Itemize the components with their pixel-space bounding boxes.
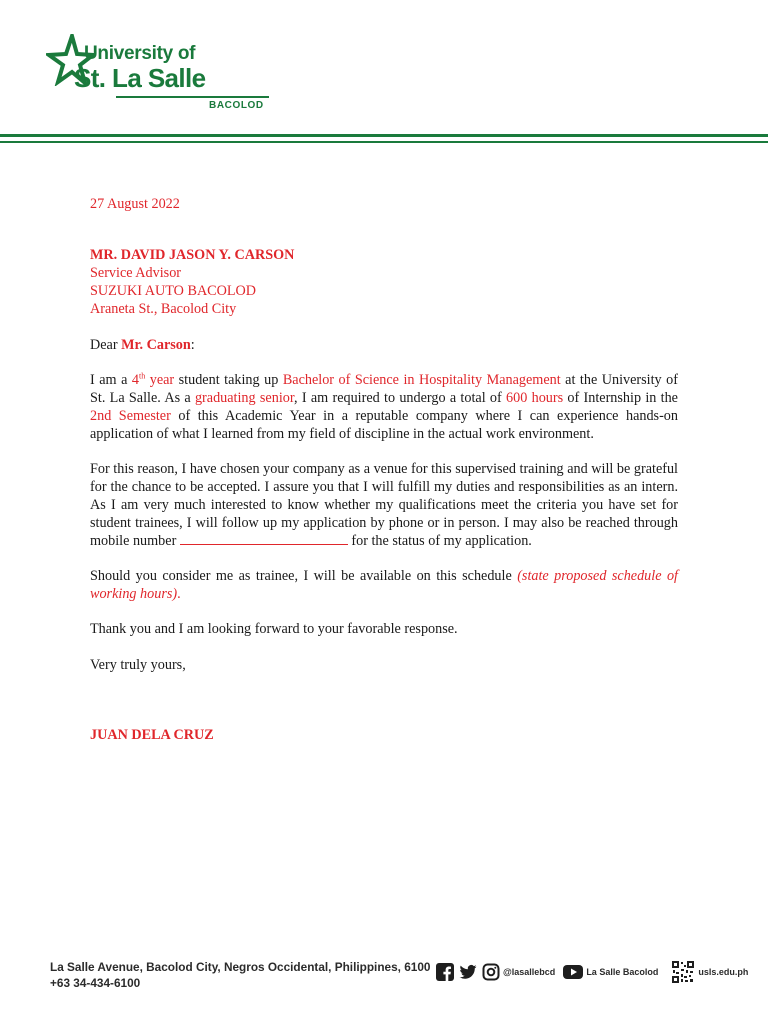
footer-social-links (436, 960, 748, 984)
p1-text: , I am required to undergo a total of (294, 390, 507, 406)
salutation-suffix: : (190, 337, 195, 353)
schedule-note: (state proposed schedule of working hours) (90, 568, 678, 602)
letter-body (90, 195, 678, 744)
recipient-company: SUZUKI AUTO BACOLOD (90, 283, 257, 299)
p3-period: . (177, 586, 181, 602)
year-level (132, 372, 174, 388)
header-divider-thick (0, 134, 768, 137)
year-word: year (145, 372, 175, 388)
university-logo (46, 34, 264, 114)
logo-underline (116, 96, 269, 98)
recipient-block (90, 246, 678, 318)
recipient-name: MR. DAVID JASON Y. CARSON (90, 247, 295, 263)
p1-text: of this Academic Year in a reputable company where I can experience hands-on application of what I learned from my field of discipline in the actual work environment. (90, 408, 678, 442)
recipient-title: Service Advisor (90, 265, 182, 281)
p2-text: for the status of my application. (347, 533, 532, 549)
p1-text: at the University of St. La Salle. As a (90, 372, 678, 406)
p2-text: For this reason, I have chosen your company as a venue for this supervised training and will be grateful for the chance to be accepted. I assure you that I will fulfill my duties and responsibilities as an intern. As I am very much interested to know whether my qualifications meet the criteria you have set for student trainees, I will follow up my application by phone or in person. I may also be reached through mobile number (90, 461, 678, 549)
salutation-name: Mr. Carson (121, 337, 191, 353)
closing: Very truly yours, (90, 657, 186, 673)
logo-line-2: St. La Salle (74, 63, 206, 93)
p1-text: of Internship in the (563, 390, 678, 406)
year-number: 4 (131, 372, 139, 388)
header-divider-thin (0, 141, 768, 143)
course-name: Bachelor of Science in Hospitality Management (282, 372, 561, 388)
instagram-icon[interactable] (482, 963, 500, 981)
footer-address-block (50, 959, 430, 991)
paragraph-2 (90, 460, 678, 550)
website-link[interactable]: usls.edu.ph (698, 967, 749, 977)
qr-code-icon[interactable] (672, 961, 694, 983)
salutation-prefix: Dear (90, 337, 122, 353)
youtube-channel[interactable]: La Salle Bacolod (586, 967, 659, 977)
footer-phone: +63 34-434-6100 (50, 976, 141, 990)
youtube-icon[interactable] (563, 965, 583, 979)
twitter-icon[interactable] (459, 963, 477, 981)
paragraph-4: Thank you and I am looking forward to your favorable response. (90, 621, 458, 637)
facebook-icon[interactable] (436, 963, 454, 981)
p1-text: student taking up (174, 372, 283, 388)
semester: 2nd Semester (90, 408, 171, 424)
instagram-handle[interactable]: @lasallebcd (503, 967, 556, 977)
mobile-number-blank (180, 532, 348, 545)
footer-address: La Salle Avenue, Bacolod City, Negros Occidental, Philippines, 6100 (50, 960, 431, 974)
paragraph-1 (90, 371, 678, 443)
signatory-name: JUAN DELA CRUZ (90, 727, 214, 743)
logo-line-3: BACOLOD (209, 100, 264, 111)
required-hours: 600 hours (506, 390, 564, 406)
salutation (90, 336, 678, 354)
year-suffix: th (138, 371, 146, 381)
p3-text: Should you consider me as trainee, I will be available on this schedule (90, 568, 518, 584)
letter-date: 27 August 2022 (90, 196, 180, 212)
student-standing: graduating senior (194, 390, 295, 406)
p1-text: I am a (90, 372, 132, 388)
logo-line-1: University of (84, 43, 196, 64)
recipient-address: Araneta St., Bacolod City (90, 301, 237, 317)
paragraph-3 (90, 567, 678, 603)
